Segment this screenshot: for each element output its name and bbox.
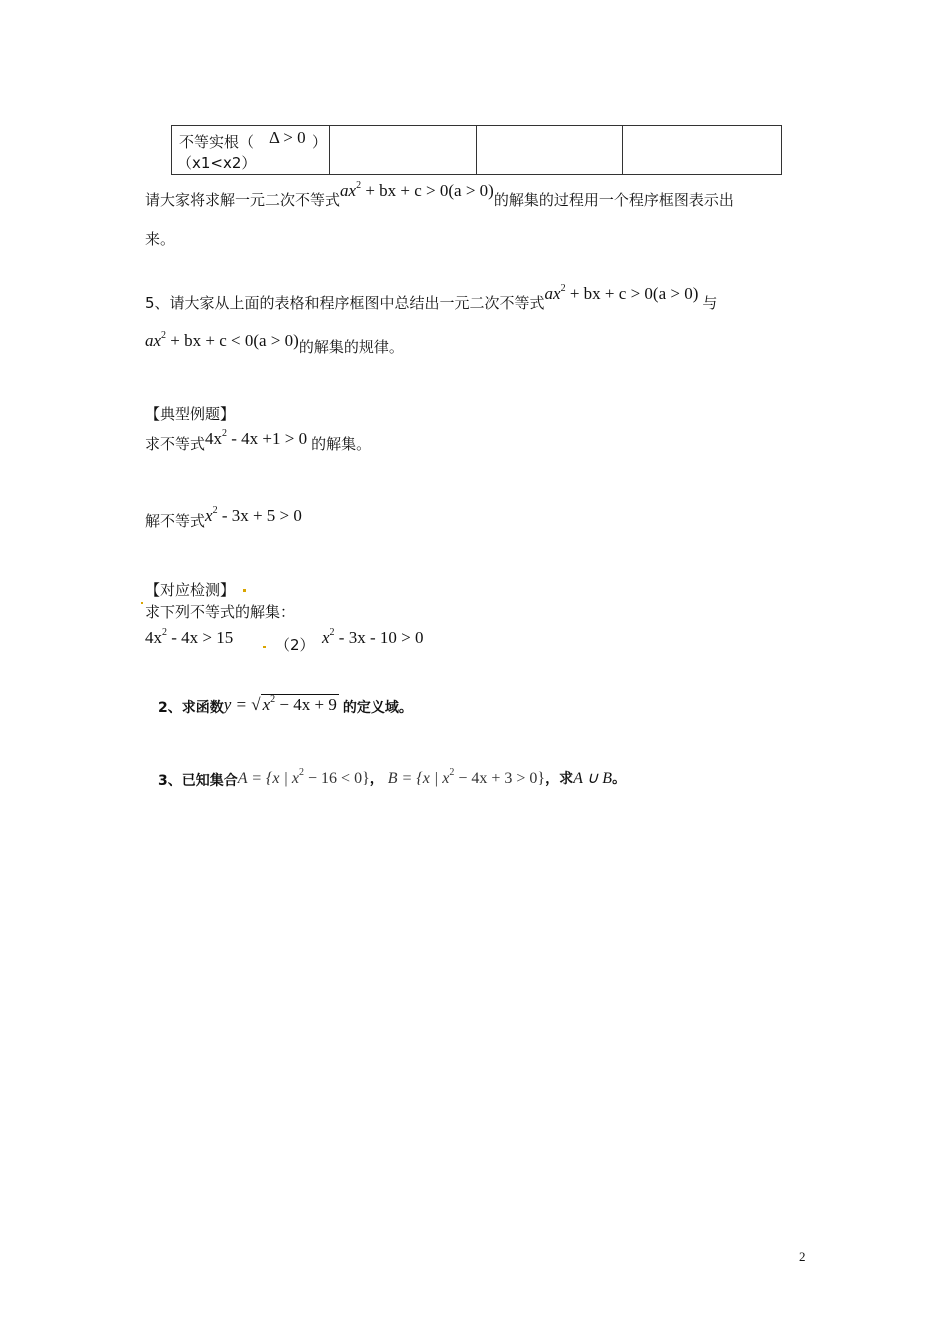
check-question-3 — [158, 768, 626, 788]
row-label-line1: 不等实根（ — [179, 133, 255, 151]
check-q2-before: 2、求函数 — [158, 700, 224, 716]
check-q2-after: 的定义域。 — [342, 700, 413, 716]
para-flowchart-math: $ax^2$ + bx + c > 0(a > 0) — [340, 180, 494, 200]
check-q3-before: 3、已知集合 — [158, 773, 238, 789]
table-cell — [623, 126, 782, 175]
check-question-1b — [322, 628, 423, 648]
para-5-before: 5、请大家从上面的表格和程序框图中总结出一元二次不等式 — [145, 294, 545, 312]
para-flowchart-after: 的解集的过程用一个程序框图表示出 — [493, 191, 734, 209]
solution-table — [171, 125, 782, 175]
page-number: 2 — [799, 1249, 806, 1264]
para-flowchart-line2: 来。 — [145, 230, 176, 248]
para-5-after: 的解集的规律。 — [298, 338, 404, 356]
example-1-after: 的解集。 — [311, 435, 372, 453]
example-1-math: $4x^2 - 4x +1 > 0$ — [205, 428, 308, 448]
stray-mark — [243, 589, 246, 592]
check-intro: 求下列不等式的解集： — [145, 603, 296, 621]
heading-examples: 【典型例题】 — [145, 405, 236, 423]
table-row-label — [172, 126, 330, 175]
para-5-math1: $ax^2$ + bx + c > 0(a > 0) — [544, 283, 699, 303]
check-q2-radicand: $x^2 - 4x + 9$ — [262, 694, 337, 714]
check-q1-math: $4x^2 - 4x > 15$ — [145, 627, 234, 647]
row-label-close: ） — [312, 133, 328, 151]
check-q3-comma: ， — [369, 771, 384, 787]
example-2 — [145, 505, 302, 530]
para-5-conj: 与 — [702, 294, 718, 312]
check-q2-math: y = √ $x^2 - 4x + 9$ — [223, 694, 337, 714]
para-5-line2 — [145, 330, 404, 356]
para-5 — [145, 283, 718, 312]
heading-check: 【对应检测】 — [145, 581, 236, 599]
check-q1b-math: $x^2 - 3x - 10 > 0$ — [322, 627, 424, 647]
table-cell — [477, 126, 623, 175]
example-1 — [145, 428, 372, 453]
table-row — [172, 126, 782, 175]
row-label-line2: （x1<x2） — [177, 154, 257, 172]
check-q3-setB: B = {x | $x^2 - 4x + 3 > 0$} — [387, 767, 546, 787]
check-q3-end: 。 — [612, 771, 627, 787]
check-q3-ask: ，求 — [545, 771, 574, 787]
para-flowchart — [145, 180, 734, 209]
check-q3-union: A ∪ B — [573, 770, 613, 787]
row-label-delta: Δ > 0 — [269, 128, 306, 147]
stray-mark — [263, 646, 266, 648]
check-q1b-label: （2） — [275, 636, 315, 654]
para-flowchart-before: 请大家将求解一元二次不等式 — [145, 191, 341, 209]
check-question-1 — [145, 628, 233, 648]
check-q3-setA: A = {x | $x^2 - 16 < 0$} — [237, 767, 370, 787]
example-2-math: $x^2 - 3x + 5 > 0$ — [205, 505, 302, 525]
example-2-before: 解不等式 — [145, 512, 206, 530]
stray-mark — [141, 602, 143, 604]
check-question-2 — [158, 695, 413, 715]
example-1-before: 求不等式 — [145, 435, 206, 453]
table-cell — [330, 126, 477, 175]
para-5-math2: $ax^2$ + bx + c < 0(a > 0) — [145, 330, 299, 350]
